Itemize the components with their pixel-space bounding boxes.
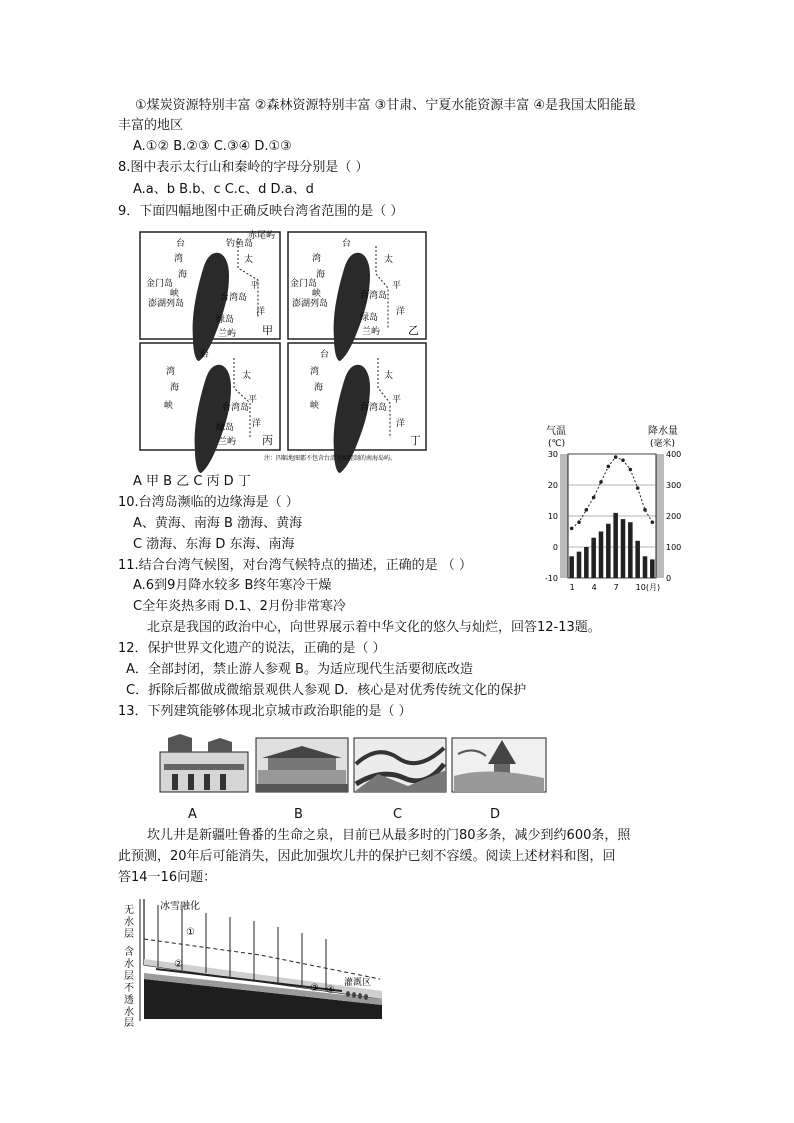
precip-bar <box>635 541 640 578</box>
y-left-tick: 0 <box>552 543 558 552</box>
layer-label-char: 水 <box>124 917 134 928</box>
precip-bar <box>591 538 596 578</box>
map-label-taiwan: 台湾岛 <box>220 293 248 303</box>
building-picture-a <box>160 734 248 792</box>
map-label-lanyu: 兰屿 <box>218 437 237 447</box>
mark-1: ① <box>186 927 195 938</box>
q8-options: A.a、b B.b、c C.c、d D.a、d <box>133 182 314 197</box>
taiwan-maps-figure <box>138 228 430 464</box>
q10-stem: 10.台湾岛濒临的边缘海是（ ） <box>118 495 299 510</box>
q13-label-a: A <box>188 807 197 822</box>
map-strait-char: 湾 <box>312 254 322 264</box>
layer-label-char: 不 <box>124 983 134 994</box>
precip-bar <box>584 547 589 578</box>
map-label-yi: 乙 <box>408 324 419 337</box>
temp-point <box>585 508 589 512</box>
map-label-chiwei: 赤尾屿 <box>248 231 276 241</box>
y-right-unit: (毫米) <box>650 439 676 449</box>
taiwan-climate-chart <box>538 422 694 594</box>
layer-label-char: 无 <box>124 905 134 916</box>
map-label-jinmen: 金门岛 <box>146 279 174 289</box>
layer-label-char: 含 <box>124 947 134 958</box>
temp-point <box>636 486 640 490</box>
y-left-tick: 30 <box>547 450 558 459</box>
irrigation-label: 灌溉区 <box>344 978 372 988</box>
q9-options: A 甲 B 乙 C 丙 D 丁 <box>133 474 251 489</box>
map-pacific-char: 平 <box>392 395 402 405</box>
q13-stem: 13．下列建筑能够体现北京城市政治职能的是（ ） <box>118 704 412 719</box>
passage-karez-line1: 坎儿井是新疆吐鲁番的生命之泉，目前已从最多时的门80多条，减少到约600条，照 <box>147 828 631 843</box>
x-tick: 7 <box>613 583 619 592</box>
map-strait-char: 台 <box>342 239 352 249</box>
q9-stem: 9．下面四幅地图中正确反映台湾省范围的是（ ） <box>118 204 404 219</box>
map-strait-char: 海 <box>314 383 324 393</box>
q7-statement-line2: 丰富的地区 <box>118 118 184 133</box>
y-left-tick: -10 <box>544 574 558 583</box>
y-right-tick: 300 <box>666 481 682 490</box>
map-strait-char: 峡 <box>312 289 322 299</box>
temp-point <box>614 455 618 459</box>
layer-label-char: 层 <box>124 929 134 940</box>
map-label-ding: 丁 <box>410 434 421 447</box>
map-pacific-char: 太 <box>384 371 394 381</box>
map-label-bing: 丙 <box>262 434 273 447</box>
mark-3: ③ <box>310 983 319 994</box>
temp-point <box>592 496 596 500</box>
map-pacific-char: 太 <box>244 255 254 265</box>
layer-label-char: 透 <box>124 995 134 1006</box>
temp-line <box>572 457 653 528</box>
map-strait-char: 峡 <box>164 401 174 411</box>
y-left-title: 气温 <box>546 426 566 437</box>
map-label-lvdao: 绿岛 <box>216 315 235 325</box>
q13-label-c: C <box>393 807 403 822</box>
building-picture-d <box>452 738 546 792</box>
q7-options: A.①② B.②③ C.③④ D.①③ <box>133 139 292 154</box>
precip-bar <box>569 556 574 578</box>
precip-bar <box>606 524 611 578</box>
map-strait-char: 湾 <box>310 367 320 377</box>
mark-2: ② <box>174 959 183 970</box>
y-left-unit: (℃) <box>548 439 566 449</box>
map-strait-char: 湾 <box>166 367 176 377</box>
q11-options-line2: C全年炎热多雨 D.1、2月份非常寒冷 <box>133 599 346 614</box>
passage-karez-line2: 此预测，20年后可能消失，因此加强坎儿井的保护已刻不容缓。阅读上述材料和图，回 <box>118 849 616 864</box>
q12-options-line1: A．全部封闭，禁止游人参观 B。为适应现代生活要彻底改造 <box>126 662 473 677</box>
map-label-diaoyu: 钓鱼岛 <box>226 239 254 249</box>
map-pacific-char: 平 <box>392 281 402 291</box>
map-pacific-char: 洋 <box>396 419 406 429</box>
map-strait-char: 峡 <box>310 401 320 411</box>
map-label-lvdao: 绿岛 <box>360 313 379 323</box>
precip-bar <box>613 513 618 578</box>
x-tick: 4 <box>591 583 597 592</box>
temp-point <box>643 508 647 512</box>
map-pacific-char: 太 <box>384 255 394 265</box>
passage-karez-line3: 答14一16问题： <box>118 870 217 885</box>
map-pacific-char: 平 <box>250 281 260 291</box>
x-tick: 1 <box>569 583 575 592</box>
precip-bar <box>577 552 582 578</box>
map-pacific-char: 平 <box>248 395 258 405</box>
q11-stem: 11.结合台湾气候图，对台湾气候特点的描述，正确的是 （ ） <box>118 558 472 573</box>
temp-point <box>570 527 574 531</box>
y-right-tick: 100 <box>666 543 682 552</box>
q10-options-line2: C 渤海、东海 D 东海、南海 <box>133 537 295 552</box>
map-strait-char: 台 <box>320 350 330 360</box>
karez-diagram <box>120 895 386 1029</box>
y-right-tick: 400 <box>666 450 682 459</box>
temp-point <box>629 468 633 472</box>
precip-bar <box>599 532 604 579</box>
map-strait-char: 峡 <box>170 289 180 299</box>
map-strait-char: 海 <box>316 270 326 280</box>
map-strait-char: 海 <box>170 383 180 393</box>
maps-footnote: 注：四幅地图都不包含台湾当局控制的南海岛屿。 <box>264 455 397 462</box>
map-label-taiwan: 台湾岛 <box>360 403 388 413</box>
map-label-taiwan: 台湾岛 <box>222 403 250 413</box>
mark-4: ④ <box>326 985 335 996</box>
layer-label-char: 水 <box>124 959 134 970</box>
y-right-tick: 200 <box>666 512 682 521</box>
layer-label-char: 水 <box>124 1007 134 1018</box>
temp-point <box>621 458 625 462</box>
y-right-title: 降水量 <box>648 426 678 437</box>
left-axis-band <box>560 454 568 578</box>
map-pacific-char: 洋 <box>396 307 406 317</box>
map-label-lanyu: 兰屿 <box>362 327 381 337</box>
map-label-taiwan: 台湾岛 <box>360 291 388 301</box>
map-label-lvdao: 绿岛 <box>216 423 235 433</box>
right-axis-band <box>656 454 664 578</box>
precip-bar <box>650 559 655 578</box>
karez-title: 冰雪融化 <box>160 901 200 912</box>
temp-point <box>599 480 603 484</box>
layer-label-char: 层 <box>124 1018 134 1029</box>
y-right-tick: 0 <box>666 574 672 583</box>
building-pictures <box>158 734 548 796</box>
map-label-penghu: 澎湖列岛 <box>148 299 185 309</box>
temp-point <box>651 520 655 524</box>
building-picture-c <box>354 738 446 792</box>
map-pacific-char: 太 <box>242 371 252 381</box>
temp-point <box>577 520 581 524</box>
map-label-jia: 甲 <box>262 324 273 337</box>
passage-beijing: 北京是我国的政治中心，向世界展示着中华文化的悠久与灿烂，回答12-13题。 <box>147 620 601 635</box>
layer-label-char: 层 <box>124 971 134 982</box>
q12-options-line2: C．拆除后都做成微缩景观供人参观 D．核心是对优秀传统文化的保护 <box>126 683 527 698</box>
x-tick: 10(月) <box>635 583 661 592</box>
map-pacific-char: 洋 <box>252 419 262 429</box>
map-label-jinmen: 金门岛 <box>290 279 318 289</box>
map-strait-char: 台 <box>176 239 186 249</box>
q12-stem: 12．保护世界文化遗产的说法，正确的是（ ） <box>118 641 386 656</box>
building-picture-b <box>256 738 348 792</box>
q13-label-b: B <box>294 807 303 822</box>
temp-point <box>607 465 611 469</box>
map-strait-char: 湾 <box>174 254 184 264</box>
map-label-penghu: 澎湖列岛 <box>292 299 329 309</box>
y-left-tick: 10 <box>547 512 558 521</box>
q10-options-line1: A、黄海、南海 B 渤海、黄海 <box>133 516 303 531</box>
q8-stem: 8.图中表示太行山和秦岭的字母分别是（ ） <box>118 160 369 175</box>
q11-options-line1: A.6到9月降水较多 B终年寒冷干燥 <box>133 578 332 593</box>
map-pacific-char: 洋 <box>256 307 266 317</box>
q7-statement-line1: ①煤炭资源特别丰富 ②森林资源特别丰富 ③甘肃、宁夏水能资源丰富 ④是我国太阳能最 <box>135 98 637 113</box>
precip-bar <box>628 522 633 578</box>
map-label-lanyu: 兰屿 <box>218 329 237 339</box>
q13-label-d: D <box>490 807 501 822</box>
precip-bar <box>643 556 648 578</box>
map-strait-char: 台 <box>200 350 210 360</box>
map-strait-char: 海 <box>178 270 188 280</box>
y-left-tick: 20 <box>547 481 558 490</box>
precip-bar <box>621 519 626 578</box>
